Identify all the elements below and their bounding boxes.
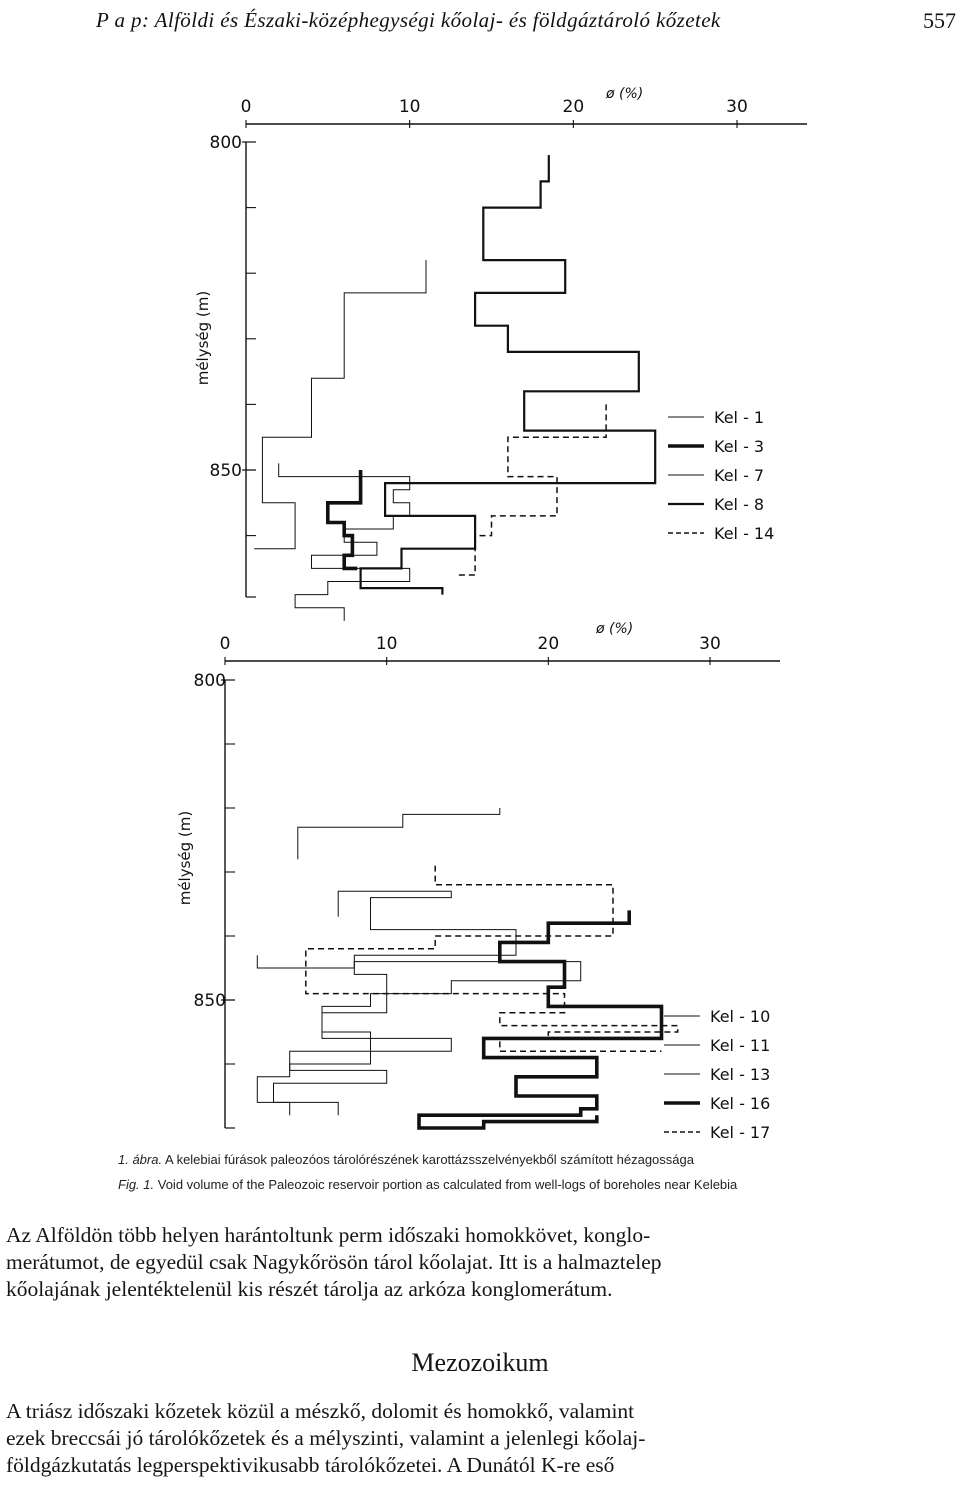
legend-label: Kel - 14	[714, 524, 775, 543]
series-line-kel-3	[328, 470, 361, 568]
section-heading: Mezozoikum	[411, 1348, 549, 1377]
x-axis-label: ø (%)	[596, 621, 634, 637]
x-tick-label: 0	[219, 634, 231, 654]
chart-bottom	[176, 621, 780, 1142]
series-line-kel-10	[298, 808, 500, 859]
series-line-kel-8	[361, 155, 656, 594]
x-tick-label: 0	[240, 97, 252, 117]
series-line-kel-1	[254, 260, 426, 549]
legend-label: Kel - 10	[710, 1007, 771, 1026]
y-axis-label: mélység (m)	[176, 810, 194, 906]
paragraph-line: kőolajának jelentéktelenül kis részét tárolja az arkóza konglomerátum.	[6, 1277, 613, 1301]
series-line-kel-16	[419, 910, 662, 1128]
series-line-kel-17	[306, 866, 678, 1052]
legend-label: Kel - 3	[714, 437, 765, 456]
x-tick-label: 20	[537, 634, 560, 654]
series-line-kel-13	[257, 955, 580, 1115]
legend-label: Kel - 1	[714, 408, 765, 427]
caption-hu-text: A kelebiai fúrások paleozóos tárolórészének karottázsszelvényekből számított hézagossága	[165, 1152, 694, 1167]
series-line-kel-7	[279, 463, 410, 621]
figure-caption-hungarian	[118, 1152, 958, 1167]
chart-top	[194, 86, 807, 621]
running-title: P a p: Alföldi és Északi-középhegységi kőolaj- és földgáztároló kőzetek	[96, 8, 721, 32]
y-tick-label: 850	[193, 991, 226, 1011]
x-tick-label: 30	[699, 634, 721, 654]
y-tick-label: 850	[209, 461, 242, 481]
figure-caption-english	[118, 1177, 958, 1192]
paragraph-line: A triász időszaki kőzetek közül a mészkő, dolomit és homokkő, valamint	[6, 1399, 635, 1423]
paragraph-line: földgázkutatás legperspektivikusabb tárolókőzetei. A Dunától K-re eső	[6, 1453, 615, 1477]
x-tick-label: 20	[562, 97, 585, 117]
paragraph-triasz	[6, 1398, 954, 1479]
page-number: 557	[923, 8, 956, 33]
x-tick-label: 10	[398, 97, 421, 117]
paragraph-line: merátumot, de egyedül csak Nagykőrösön tárol kőolajat. Itt is a halmaztelep	[6, 1250, 662, 1274]
x-tick-label: 30	[726, 97, 748, 117]
caption-en-text: Void volume of the Paleozoic reservoir portion as calculated from well-logs of boreholes near Kelebia	[157, 1177, 738, 1192]
legend-label: Kel - 16	[710, 1094, 771, 1113]
y-axis-label: mélység (m)	[194, 290, 212, 386]
legend-label: Kel - 11	[710, 1036, 771, 1055]
legend-label: Kel - 13	[710, 1065, 771, 1084]
y-tick-label: 800	[209, 133, 242, 153]
y-tick-label: 800	[193, 671, 226, 691]
legend-label: Kel - 7	[714, 466, 765, 485]
x-axis-label: ø (%)	[606, 86, 644, 102]
x-tick-label: 10	[375, 634, 398, 654]
legend-label: Kel - 17	[710, 1123, 771, 1142]
paragraph-perm	[6, 1222, 954, 1303]
caption-en-label: Fig. 1.	[118, 1177, 155, 1192]
paragraph-line: ezek breccsái jó tárolókőzetek és a mélyszinti, valamint a jelenlegi kőolaj-	[6, 1426, 646, 1450]
legend-label: Kel - 8	[714, 495, 765, 514]
caption-hu-label: 1. ábra.	[118, 1152, 163, 1167]
paragraph-line: Az Alföldön több helyen harántoltunk perm időszaki homokkövet, konglo-	[6, 1223, 651, 1247]
